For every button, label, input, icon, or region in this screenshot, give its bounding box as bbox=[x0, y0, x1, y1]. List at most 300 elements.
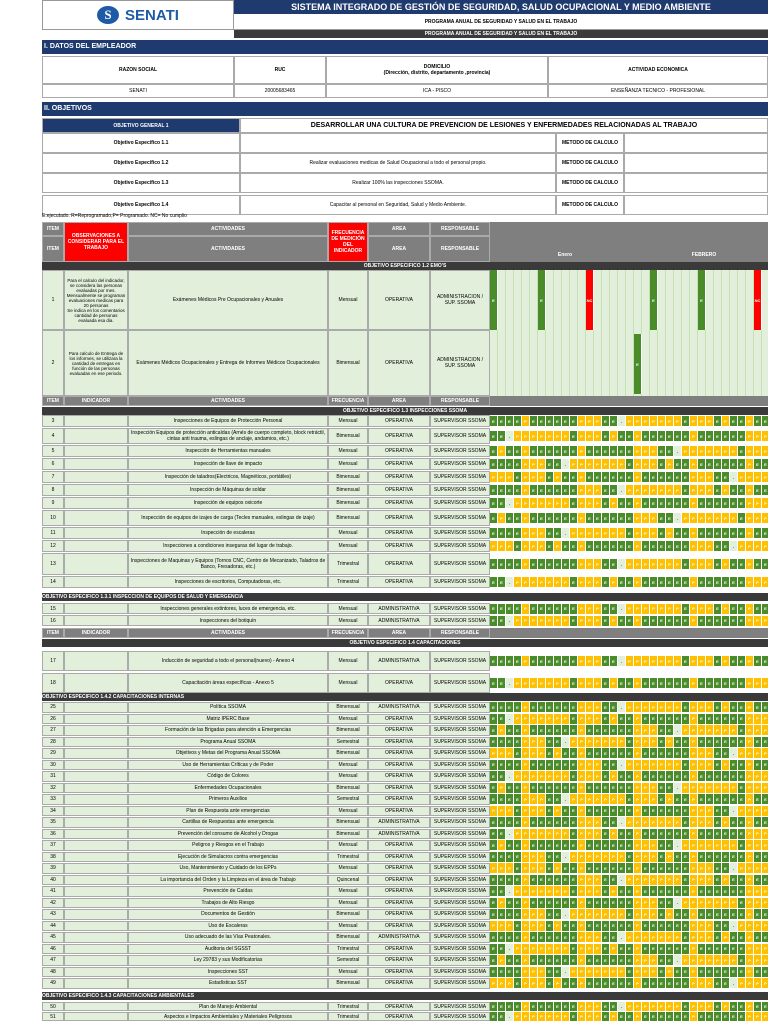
row-frequency: Mensual bbox=[328, 270, 368, 330]
schedule-mark: E bbox=[626, 794, 634, 804]
schedule-mark: E bbox=[498, 967, 506, 977]
schedule-mark: P bbox=[642, 852, 650, 862]
schedule-mark: P bbox=[690, 416, 698, 426]
schedule-mark: E bbox=[674, 678, 682, 688]
row-activity: Inspecciones de Maquinas y Equipos (Tornos CNC, Centro de Mecanizado, Taladros de Banco, Fresadoras, etc.) bbox=[128, 553, 328, 575]
schedule-mark: E bbox=[666, 886, 674, 896]
schedule-mark: P bbox=[706, 840, 714, 850]
row-indicator bbox=[64, 817, 128, 828]
schedule-mark: P bbox=[714, 783, 722, 793]
schedule-mark: P bbox=[570, 737, 578, 747]
schedule-mark: - bbox=[618, 817, 626, 827]
schedule-mark: E bbox=[538, 840, 546, 850]
schedule-mark: E bbox=[754, 528, 762, 538]
schedule-mark: P bbox=[730, 783, 738, 793]
th-indicador: INDICADOR bbox=[64, 396, 128, 406]
schedule-mark: E bbox=[538, 725, 546, 735]
schedule-mark: E bbox=[666, 431, 674, 441]
schedule-mark: P bbox=[538, 748, 546, 758]
schedule-cell bbox=[618, 330, 626, 396]
schedule-mark: P bbox=[586, 528, 594, 538]
schedule-mark: P bbox=[530, 678, 538, 688]
schedule-mark: E bbox=[562, 898, 570, 908]
schedule-mark: P bbox=[610, 528, 618, 538]
schedule-cell bbox=[546, 270, 554, 330]
schedule-mark: P bbox=[570, 852, 578, 862]
schedule-mark: E bbox=[570, 806, 578, 816]
schedule-mark: P bbox=[562, 829, 570, 839]
schedule-mark: E bbox=[666, 472, 674, 482]
schedule-cell bbox=[666, 270, 674, 330]
schedule-mark: P bbox=[522, 498, 530, 508]
schedule-mark: P bbox=[754, 431, 762, 441]
metodo-value bbox=[624, 173, 768, 193]
schedule-mark: E bbox=[490, 1002, 498, 1011]
schedule-mark: E bbox=[714, 863, 722, 873]
row-activity: Inspección de equipos de izajes de carga (Tecles manuales, eslingas de izaje) bbox=[128, 510, 328, 526]
schedule-mark: P bbox=[602, 909, 610, 919]
schedule-mark: E bbox=[754, 909, 762, 919]
schedule-mark: E bbox=[642, 498, 650, 508]
schedule-cell bbox=[650, 330, 658, 396]
schedule-mark: E bbox=[602, 748, 610, 758]
schedule-mark: P bbox=[594, 459, 602, 469]
schedule-mark: E bbox=[554, 932, 562, 942]
row-item: 43 bbox=[42, 909, 64, 920]
schedule-mark: E bbox=[762, 459, 768, 469]
schedule-mark: E bbox=[626, 783, 634, 793]
schedule-mark: P bbox=[538, 829, 546, 839]
schedule-mark: - bbox=[506, 829, 514, 839]
schedule-mark: E bbox=[498, 678, 506, 688]
schedule-mark: P bbox=[690, 513, 698, 523]
schedule-mark: E bbox=[498, 656, 506, 666]
schedule-mark: E bbox=[602, 921, 610, 931]
schedule-mark: E bbox=[674, 771, 682, 781]
schedule-mark: E bbox=[594, 541, 602, 551]
schedule-mark: P bbox=[666, 459, 674, 469]
schedule-mark: - bbox=[506, 886, 514, 896]
logo-text: SENATI bbox=[125, 6, 179, 24]
schedule-mark: P bbox=[714, 955, 722, 965]
schedule-mark: E bbox=[674, 498, 682, 508]
schedule-mark: P bbox=[578, 416, 586, 426]
schedule-mark: P bbox=[642, 909, 650, 919]
schedule-mark: P bbox=[746, 714, 754, 724]
objective-label: Objetivo Especifico 1.3 bbox=[42, 173, 240, 193]
schedule-mark: P bbox=[602, 737, 610, 747]
row-indicator bbox=[64, 527, 128, 539]
schedule-mark: E bbox=[714, 978, 722, 988]
schedule-mark: E bbox=[666, 446, 674, 456]
schedule-mark: E bbox=[586, 725, 594, 735]
row-item: 45 bbox=[42, 932, 64, 943]
schedule-mark: E bbox=[602, 771, 610, 781]
th-area: AREA bbox=[368, 222, 430, 236]
schedule-mark: E bbox=[586, 472, 594, 482]
schedule-mark: - bbox=[730, 863, 738, 873]
schedule-mark: P bbox=[554, 498, 562, 508]
row-responsible: SUPERVISOR SSOMA bbox=[430, 967, 490, 978]
schedule-mark: P bbox=[522, 472, 530, 482]
schedule-mark: E bbox=[642, 616, 650, 626]
schedule-mark: P bbox=[522, 1012, 530, 1021]
schedule-mark: P bbox=[666, 528, 674, 538]
schedule-mark: E bbox=[538, 270, 546, 330]
schedule-mark: P bbox=[626, 604, 634, 614]
row-area: OPERATIVA bbox=[368, 1002, 430, 1011]
schedule-mark: P bbox=[746, 604, 754, 614]
row-item: 25 bbox=[42, 702, 64, 713]
schedule-cell bbox=[674, 270, 682, 330]
schedule-mark: E bbox=[602, 932, 610, 942]
schedule-mark: E bbox=[570, 898, 578, 908]
observation-1: Para el calculo del indicador, se considera las personas evaluadas por mes. Mensualmente se programan evaluaciones medicas para 20 personas Se indica en los comentarios cantidad de personas evaluada esa dia. bbox=[64, 270, 128, 330]
row-responsible: SUPERVISOR SSOMA bbox=[430, 445, 490, 457]
schedule-mark: E bbox=[650, 541, 658, 551]
schedule-mark: E bbox=[666, 955, 674, 965]
schedule-mark: E bbox=[538, 559, 546, 569]
schedule-mark: P bbox=[706, 978, 714, 988]
schedule-mark: E bbox=[626, 431, 634, 441]
schedule-mark: E bbox=[618, 446, 626, 456]
schedule-mark: P bbox=[762, 944, 768, 954]
row-frequency: Bimensual bbox=[328, 748, 368, 759]
schedule-mark: P bbox=[578, 1002, 586, 1011]
schedule-mark: E bbox=[738, 1002, 746, 1011]
schedule-mark: E bbox=[586, 840, 594, 850]
schedule-mark: P bbox=[554, 472, 562, 482]
schedule-mark: E bbox=[490, 528, 498, 538]
schedule-mark: P bbox=[602, 459, 610, 469]
schedule-mark: E bbox=[490, 431, 498, 441]
schedule-mark: E bbox=[554, 852, 562, 862]
schedule-mark: - bbox=[618, 559, 626, 569]
schedule-mark: E bbox=[546, 840, 554, 850]
schedule-mark: E bbox=[554, 783, 562, 793]
schedule-mark: E bbox=[674, 431, 682, 441]
schedule-mark: P bbox=[650, 528, 658, 538]
schedule-mark: E bbox=[594, 840, 602, 850]
schedule-mark: P bbox=[706, 955, 714, 965]
schedule-mark: P bbox=[554, 541, 562, 551]
schedule-mark: E bbox=[562, 472, 570, 482]
schedule-mark: E bbox=[538, 513, 546, 523]
schedule-mark: P bbox=[698, 806, 706, 816]
schedule-mark: E bbox=[498, 714, 506, 724]
schedule-mark: E bbox=[698, 794, 706, 804]
schedule-mark: E bbox=[570, 955, 578, 965]
schedule-cell bbox=[714, 330, 722, 396]
schedule-mark: P bbox=[586, 829, 594, 839]
schedule-mark: E bbox=[666, 898, 674, 908]
schedule-mark: - bbox=[730, 978, 738, 988]
schedule-mark: P bbox=[522, 840, 530, 850]
schedule-mark: E bbox=[698, 528, 706, 538]
schedule-mark: E bbox=[642, 806, 650, 816]
schedule-mark: E bbox=[530, 932, 538, 942]
schedule-cell bbox=[626, 270, 634, 330]
schedule-mark: P bbox=[610, 678, 618, 688]
schedule-mark: P bbox=[746, 760, 754, 770]
schedule-mark: - bbox=[618, 702, 626, 712]
schedule-mark: E bbox=[714, 541, 722, 551]
schedule-mark: E bbox=[546, 725, 554, 735]
schedule-mark: E bbox=[722, 794, 730, 804]
schedule-mark: P bbox=[514, 577, 522, 587]
schedule-mark: E bbox=[754, 1002, 762, 1011]
schedule-mark: E bbox=[722, 472, 730, 482]
schedule-mark: P bbox=[538, 967, 546, 977]
schedule-mark: P bbox=[610, 886, 618, 896]
schedule-mark: E bbox=[714, 909, 722, 919]
schedule-mark: E bbox=[642, 944, 650, 954]
schedule-mark: P bbox=[642, 794, 650, 804]
schedule-mark: E bbox=[610, 863, 618, 873]
schedule-mark: E bbox=[602, 604, 610, 614]
schedule-mark: P bbox=[746, 416, 754, 426]
schedule-mark: P bbox=[762, 431, 768, 441]
schedule-mark: P bbox=[530, 852, 538, 862]
schedule-mark: E bbox=[706, 616, 714, 626]
row-area: OPERATIVA bbox=[368, 978, 430, 989]
schedule-mark: E bbox=[610, 485, 618, 495]
schedule-mark: E bbox=[674, 978, 682, 988]
row-activity: Inspección de Máquinas de soldar bbox=[128, 484, 328, 496]
schedule-mark: E bbox=[682, 678, 690, 688]
row-indicator bbox=[64, 553, 128, 575]
schedule-mark: E bbox=[642, 541, 650, 551]
schedule-mark: P bbox=[618, 528, 626, 538]
schedule-mark: E bbox=[602, 541, 610, 551]
schedule-mark: P bbox=[562, 577, 570, 587]
schedule-mark: E bbox=[570, 771, 578, 781]
schedule-mark: E bbox=[754, 737, 762, 747]
schedule-mark: P bbox=[690, 737, 698, 747]
schedule-mark: E bbox=[714, 875, 722, 885]
schedule-mark: P bbox=[634, 472, 642, 482]
schedule-mark: E bbox=[570, 978, 578, 988]
schedule-mark: E bbox=[562, 955, 570, 965]
schedule-mark: E bbox=[738, 875, 746, 885]
senati-logo bbox=[42, 0, 234, 30]
row-frequency: Trimestral bbox=[328, 576, 368, 588]
schedule-mark: P bbox=[594, 737, 602, 747]
schedule-mark: E bbox=[722, 431, 730, 441]
schedule-mark: P bbox=[522, 446, 530, 456]
row-frequency: Bimensual bbox=[328, 497, 368, 509]
schedule-mark: E bbox=[658, 955, 666, 965]
schedule-mark: E bbox=[642, 978, 650, 988]
schedule-mark: E bbox=[738, 725, 746, 735]
schedule-mark: P bbox=[530, 921, 538, 931]
schedule-mark: P bbox=[690, 863, 698, 873]
schedule-mark: P bbox=[762, 806, 768, 816]
schedule-mark: E bbox=[594, 748, 602, 758]
row-area: ADMINISTRATIVA bbox=[368, 829, 430, 840]
schedule-cell bbox=[722, 330, 730, 396]
schedule-mark: E bbox=[714, 528, 722, 538]
schedule-mark: P bbox=[498, 725, 506, 735]
schedule-mark: E bbox=[658, 886, 666, 896]
schedule-mark: P bbox=[714, 898, 722, 908]
schedule-mark: E bbox=[602, 656, 610, 666]
schedule-mark: P bbox=[538, 794, 546, 804]
schedule-mark: E bbox=[674, 921, 682, 931]
schedule-mark: E bbox=[538, 1002, 546, 1011]
schedule-mark: E bbox=[682, 528, 690, 538]
schedule-mark: P bbox=[762, 978, 768, 988]
schedule-cell bbox=[626, 330, 634, 396]
row-responsible: SUPERVISOR SSOMA bbox=[430, 714, 490, 725]
row-responsible: ADMINISTRACION / SUP. SSOMA bbox=[430, 270, 490, 330]
schedule-mark: P bbox=[634, 771, 642, 781]
schedule-mark: E bbox=[610, 932, 618, 942]
schedule-mark: P bbox=[746, 559, 754, 569]
schedule-mark: E bbox=[610, 725, 618, 735]
schedule-mark: E bbox=[714, 737, 722, 747]
schedule-mark: P bbox=[650, 416, 658, 426]
schedule-mark: P bbox=[554, 748, 562, 758]
schedule-mark: E bbox=[682, 794, 690, 804]
schedule-mark: E bbox=[738, 498, 746, 508]
schedule-mark: P bbox=[594, 656, 602, 666]
schedule-mark: P bbox=[538, 541, 546, 551]
schedule-mark: P bbox=[578, 760, 586, 770]
row-indicator bbox=[64, 852, 128, 863]
schedule-mark: P bbox=[642, 559, 650, 569]
schedule-mark: E bbox=[538, 898, 546, 908]
schedule-mark: E bbox=[722, 909, 730, 919]
schedule-mark: E bbox=[722, 829, 730, 839]
schedule-mark: E bbox=[666, 616, 674, 626]
schedule-mark: P bbox=[722, 932, 730, 942]
schedule-mark: P bbox=[522, 485, 530, 495]
schedule-mark: E bbox=[658, 472, 666, 482]
schedule-cell bbox=[618, 270, 626, 330]
schedule-mark: P bbox=[714, 513, 722, 523]
schedule-mark: E bbox=[610, 559, 618, 569]
schedule-mark: P bbox=[538, 921, 546, 931]
schedule-mark: E bbox=[586, 541, 594, 551]
row-responsible: SUPERVISOR SSOMA bbox=[430, 829, 490, 840]
schedule-mark: E bbox=[546, 541, 554, 551]
schedule-mark: E bbox=[626, 513, 634, 523]
schedule-mark: E bbox=[562, 604, 570, 614]
schedule-mark: E bbox=[714, 748, 722, 758]
schedule-mark: P bbox=[658, 604, 666, 614]
schedule-mark: E bbox=[642, 886, 650, 896]
row-area: OPERATIVA bbox=[368, 863, 430, 874]
schedule-mark: E bbox=[546, 875, 554, 885]
row-frequency: Mensual bbox=[328, 760, 368, 771]
schedule-mark: P bbox=[722, 1002, 730, 1011]
calendar-band bbox=[490, 628, 768, 638]
row-activity: Peligros y Riesgos en el Trabajo bbox=[128, 840, 328, 851]
schedule-mark: P bbox=[522, 806, 530, 816]
row-activity: Uso adecuado de las Vías Peatonales. bbox=[128, 932, 328, 943]
schedule-mark: E bbox=[562, 559, 570, 569]
schedule-mark: P bbox=[746, 955, 754, 965]
schedule-cell bbox=[698, 330, 706, 396]
schedule-mark: P bbox=[746, 459, 754, 469]
schedule-cell bbox=[602, 270, 610, 330]
schedule-mark: P bbox=[746, 725, 754, 735]
row-responsible: SUPERVISOR SSOMA bbox=[430, 725, 490, 736]
schedule-mark: E bbox=[658, 748, 666, 758]
schedule-mark: E bbox=[682, 967, 690, 977]
schedule-mark: P bbox=[642, 528, 650, 538]
schedule-mark: P bbox=[682, 783, 690, 793]
schedule-mark: P bbox=[634, 921, 642, 931]
schedule-mark: E bbox=[626, 616, 634, 626]
schedule-mark: E bbox=[658, 852, 666, 862]
schedule-mark: P bbox=[586, 616, 594, 626]
schedule-mark: E bbox=[514, 604, 522, 614]
row-area: OPERATIVA bbox=[368, 955, 430, 966]
schedule-mark: P bbox=[746, 1002, 754, 1011]
schedule-mark: P bbox=[634, 875, 642, 885]
row-frequency: Bimensual bbox=[328, 725, 368, 736]
schedule-mark: P bbox=[554, 577, 562, 587]
schedule-mark: E bbox=[562, 702, 570, 712]
schedule-mark: P bbox=[754, 577, 762, 587]
schedule-mark: E bbox=[682, 431, 690, 441]
schedule-mark: E bbox=[650, 829, 658, 839]
schedule-mark: P bbox=[618, 737, 626, 747]
schedule-mark: P bbox=[578, 852, 586, 862]
schedule-mark: P bbox=[730, 513, 738, 523]
schedule-mark: P bbox=[530, 431, 538, 441]
schedule-mark: E bbox=[562, 921, 570, 931]
schedule-mark: E bbox=[730, 944, 738, 954]
schedule-mark: E bbox=[546, 513, 554, 523]
schedule-mark: P bbox=[570, 967, 578, 977]
schedule-mark: P bbox=[522, 898, 530, 908]
schedule-mark: E bbox=[738, 604, 746, 614]
row-frequency: Bimensual bbox=[328, 702, 368, 713]
schedule-mark: E bbox=[506, 485, 514, 495]
schedule-mark: P bbox=[634, 909, 642, 919]
schedule-mark: E bbox=[698, 967, 706, 977]
schedule-mark: E bbox=[738, 886, 746, 896]
schedule-mark: P bbox=[586, 817, 594, 827]
row-responsible: SUPERVISOR SSOMA bbox=[430, 932, 490, 943]
schedule-mark: E bbox=[562, 806, 570, 816]
schedule-mark: P bbox=[674, 604, 682, 614]
schedule-mark: E bbox=[586, 978, 594, 988]
schedule-mark: P bbox=[762, 863, 768, 873]
schedule-cell bbox=[570, 330, 578, 396]
schedule-mark: E bbox=[546, 863, 554, 873]
schedule-mark: E bbox=[626, 748, 634, 758]
th-actividades-2: ACTIVIDADES bbox=[128, 236, 328, 262]
schedule-mark: P bbox=[530, 771, 538, 781]
schedule-mark: P bbox=[634, 431, 642, 441]
row-indicator bbox=[64, 875, 128, 886]
schedule-mark: E bbox=[626, 541, 634, 551]
schedule-mark: E bbox=[682, 1012, 690, 1021]
schedule-mark: P bbox=[498, 783, 506, 793]
schedule-mark: E bbox=[674, 616, 682, 626]
schedule-mark: P bbox=[738, 748, 746, 758]
schedule-mark: P bbox=[666, 656, 674, 666]
row-item: 39 bbox=[42, 863, 64, 874]
schedule-mark: P bbox=[674, 817, 682, 827]
schedule-mark: P bbox=[530, 806, 538, 816]
schedule-mark: E bbox=[626, 714, 634, 724]
schedule-mark: E bbox=[714, 932, 722, 942]
